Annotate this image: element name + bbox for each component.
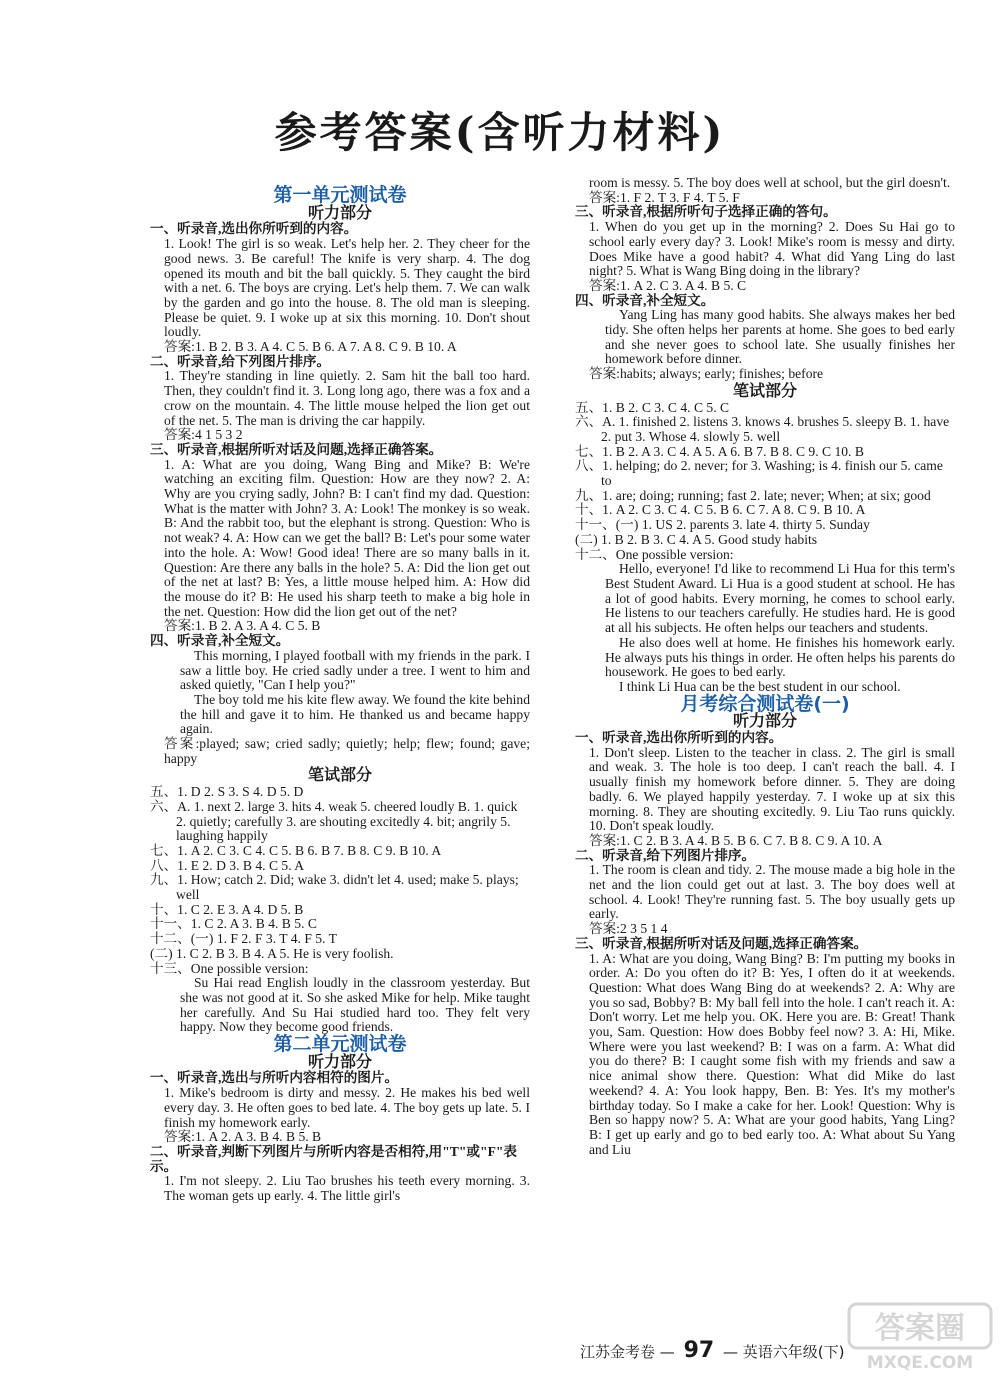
transcript-text: room is messy. 5. The boy does well at school, but the girl doesn't. [589, 175, 951, 190]
answer-item: 十、1. A 2. C 3. C 4. C 5. B 6. C 7. A 8. C 9. B 10. A [575, 502, 866, 518]
section-heading: 听力部分 [307, 202, 372, 222]
passage-paragraph: This morning, I played football with my friends in the park. I saw a little boy. He cried sadly under a tree. I went to him and asked quietly, "Can I help you?" [180, 647, 530, 693]
question-heading: 一、听录音,选出你所听到的内容。 [150, 221, 358, 237]
answer-line: 答案:1. B 2. B 3. A 4. C 5. B 6. A 7. A 8. C 9. B 10. A [164, 339, 457, 355]
footer-book-name: 江苏金考卷 [580, 1343, 656, 1361]
section-heading: 听力部分 [307, 1051, 372, 1071]
answer-item: 九、1. are; doing; running; fast 2. late; never; When; at six; good [575, 487, 931, 503]
unit-heading: 第一单元测试卷 [273, 184, 407, 206]
answer-item: 十二、(一) 1. F 2. F 3. T 4. F 5. T [150, 931, 337, 947]
answer-item: (二) 1. B 2. B 3. C 4. A 5. Good study habits [575, 531, 818, 547]
question-heading: 一、听录音,选出与所听内容相符的图片。 [150, 1070, 399, 1086]
answer-item: 十一、1. C 2. A 3. B 4. B 5. C [150, 916, 317, 932]
watermark-text: 答案圈 [875, 1311, 965, 1346]
watermark-logo [845, 1300, 995, 1374]
question-heading: 三、听录音,根据所听句子选择正确的答句。 [575, 204, 837, 220]
answer-line: 答案:habits; always; early; finishes; before [589, 366, 824, 382]
question-heading: 二、听录音,给下列图片排序。 [150, 353, 331, 369]
answer-item: (二) 1. C 2. B 3. B 4. A 5. He is very foolish. [150, 945, 394, 961]
answer-item: 七、1. B 2. A 3. C 4. A 5. A 6. B 7. B 8. C 9. C 10. B [575, 443, 864, 459]
passage-paragraph: Yang Ling has many good habits. She always makes her bed tidy. She often helps her parents at home. She goes to bed early and she never goes to school late. She usually finishes her homework before dinner. [605, 307, 955, 367]
question-heading: 四、听录音,补全短文。 [575, 292, 715, 308]
passage-paragraph: Su Hai read English loudly in the classroom yesterday. But she was not good at it. So she asked Mike for help. Mike taught her carefully. And Su Hai studied hard too. They felt very happy. Now they become good friends. [180, 975, 530, 1035]
answer-item: 十二、One possible version: [575, 546, 734, 562]
page-footer [580, 1338, 844, 1363]
answer-line: 答案:1. F 2. T 3. F 4. T 5. F [589, 189, 740, 205]
footer-dash-left: — [659, 1343, 675, 1361]
answer-line: 答案:1. C 2. B 3. A 4. B 5. B 6. C 7. B 8. C 9. A 10. A [589, 832, 883, 848]
answer-line: 答案:1. A 2. C 3. A 4. B 5. C [589, 277, 747, 293]
question-heading: 四、听录音,补全短文。 [150, 633, 290, 649]
question-heading: 三、听录音,根据所听对话及问题,选择正确答案。 [575, 935, 868, 951]
watermark-url: MXQE.COM [866, 1353, 974, 1373]
left-column [150, 186, 530, 1204]
passage-paragraph: He also does well at home. He finishes his homework early. He always puts his things in order. He often helps his parents do housework. He goes to bed early. [605, 634, 955, 680]
section-heading: 笔试部分 [732, 380, 797, 400]
passage-paragraph: I think Li Hua can be the best student in our school. [619, 678, 901, 694]
answer-item: 十、1. C 2. E 3. A 4. D 5. B [150, 901, 304, 917]
page-number: 97 [683, 1338, 715, 1363]
answer-item: 八、1. E 2. D 3. B 4. C 5. A [150, 857, 305, 873]
passage-paragraph: Hello, everyone! I'd like to recommend Li Hua for this term's Best Student Award. Li Hua is a good student at school. He has a lot of good habits. Every morning, he comes to school early. He listens to our teachers carefully. He studies hard. He is good at all his subjects. He often helps our teachers and students. [605, 561, 955, 636]
answer-line: 答案:played; saw; cried sadly; quietly; help; flew; found; gave; happy [164, 736, 530, 766]
answer-item: 五、1. B 2. C 3. C 4. C 5. C [575, 399, 730, 415]
transcript-text: 1. Mike's bedroom is dirty and messy. 2. He makes his bed well every day. 3. He often goes to bed late. 4. The boy gets up late. 5. I finish my homework early. [164, 1085, 530, 1130]
transcript-text: 1. They're standing in line quietly. 2. Sam hit the ball too hard. Then, they couldn't find it. 3. Long long ago, there was a fox and a crow on the mountain. 4. The little mouse helped the lion get out of the net. 5. The man is driving the car happily. [164, 368, 530, 428]
answer-item: 八、1. helping; do 2. never; for 3. Washing; is 4. finish our 5. came to [575, 458, 943, 489]
unit-heading: 第二单元测试卷 [273, 1033, 407, 1056]
transcript-text: 1. Look! The girl is so weak. Let's help her. 2. They cheer for the good news. 3. Be careful! The knife is very sharp. 4. The dog opened its mouth and bit the ball quickly. 5. They caught the bird with a net. 6. The boys are crying. Let's help them. 7. We can walk by the garden and go into the house. 8. The old man is sleeping. Please be quiet. 9. I woke up at six this morning. 10. Don't shout loudly. [164, 236, 530, 340]
transcript-text: 1. The room is clean and tidy. 2. The mouse made a big hole in the net and the lion could get out at last. 3. The boy does well at school. 4. Look! They're running fast. 5. The boy usually gets up early. [589, 862, 955, 922]
answer-item: 六、A. 1. finished 2. listens 3. knows 4. brushes 5. sleepy B. 1. have 2. put 3. Whose 4. slowly 5. well [575, 414, 950, 444]
answer-item: 七、1. A 2. C 3. C 4. C 5. B 6. B 7. B 8. C 9. B 10. A [150, 842, 442, 858]
answer-line: 答案:1. A 2. A 3. B 4. B 5. B [164, 1129, 322, 1145]
transcript-text: 1. When do you get up in the morning? 2. Does Su Hai go to school early every day? 3. Look! Mike's room is messy and dirty. Does Mike have a good habit? 4. What did Yang Ling do last night? 5. What is Wang Bing doing in the library? [589, 219, 955, 279]
unit-heading: 月考综合测试卷(一) [680, 692, 850, 715]
transcript-text: 1. Don't sleep. Listen to the teacher in class. 2. The girl is small and weak. 3. The hole is too deep. I can't reach the ball. 4. I usually finish my homework before dinner. 5. They are doing badly. 6. We played happily yesterday. 7. I woke up at six this morning. 8. They are shouting excitedly. 9. Liu Tao runs quickly. 10. Don't speak loudly. [589, 744, 955, 834]
question-heading: 一、听录音,选出你所听到的内容。 [575, 730, 783, 746]
question-heading: 三、听录音,根据所听对话及问题,选择正确答案。 [150, 441, 443, 457]
question-heading: 二、听录音,判断下列图片与所听内容是否相符,用"T"或"F"表示。 [150, 1144, 518, 1174]
page-title: 参考答案(含听力材料) [274, 108, 726, 157]
answer-item: 五、1. D 2. S 3. S 4. D 5. D [150, 784, 304, 800]
answer-line: 答案:4 1 5 3 2 [164, 427, 243, 443]
footer-dash-right: — [722, 1343, 738, 1361]
question-heading: 二、听录音,给下列图片排序。 [575, 847, 756, 863]
answer-line: 答案:1. B 2. A 3. A 4. C 5. B [164, 618, 321, 634]
answer-item: 十三、One possible version: [150, 960, 309, 976]
answer-item: 六、A. 1. next 2. large 3. hits 4. weak 5. cheered loudly B. 1. quick 2. quietly; carefully 3. are shouting excitedly 4. bit; angrily 5. laughing happily [150, 798, 518, 844]
section-heading: 听力部分 [732, 711, 797, 731]
answer-item: 九、1. How; catch 2. Did; wake 3. didn't let 4. used; make 5. plays; well [150, 872, 519, 903]
transcript-text: 1. A: What are you doing, Wang Bing and Mike? B: We're watching an exciting film. Question: How are they now? 2. A: Why are you crying sadly, John? B: I can't find my dad. Question: What is the matter with John? 3. A: Look! The monkey is so weak. B: And the rabbit too, but the elephant is strong. Question: Who is not weak? 4. A: How can we get the ball? B: Let's pour some water into the hole. A: Wow! Good idea! There are so many balls in it. Question: Are there any balls in the hole? 5. A: Did the lion get out of the net at last? B: Yes, a little mouse helped him. A: How did the mouse do it? B: He used his sharp teeth to make a big hole in the net. Question: How did the lion get out of the net? [164, 456, 530, 619]
answer-item: 十一、(一) 1. US 2. parents 3. late 4. thirty 5. Sunday [575, 517, 870, 533]
footer-subject: 英语六年级(下) [742, 1343, 845, 1361]
passage-paragraph: The boy told me his kite flew away. We found the kite behind the hill and gave it to him. He thanked us and became happy again. [180, 691, 530, 737]
answer-line: 答案:2 3 5 1 4 [589, 921, 668, 937]
right-column [575, 176, 955, 1157]
transcript-text: 1. I'm not sleepy. 2. Liu Tao brushes his teeth every morning. 3. The woman gets up early. 4. The little girl's [164, 1173, 530, 1204]
transcript-text: 1. A: What are you doing, Wang Bing? B: I'm putting my books in order. A: Do you often do it? B: Yes, I often do it at weekends. Question: What does Wang Bing do at weekends? 2. A: Why are you so sad, Bobby? B: My ball fell into the hole. I can't reach it. A: Don't worry. Let me help you. OK. Here you are. B: Great! Thank you, Sam. Question: How does Bobby feel now? 3. A: Hi, Mike. Where were you last weekend? B: I was on a farm. A: What did you do there? B: I caught some fish with my friends and saw a nice animal show there. Question: What did Mike do last weekend? 4. A: You look happy, Ben. B: Yes. It's my mother's birthday today. So I make a cake for her. Look! Question: Why is Ben so happy now? 5. A: What are your good habits, Yang Ling? B: I get up early and go to bed early too. A: What about Su Yang and Liu [589, 950, 955, 1157]
section-heading: 笔试部分 [307, 765, 372, 785]
